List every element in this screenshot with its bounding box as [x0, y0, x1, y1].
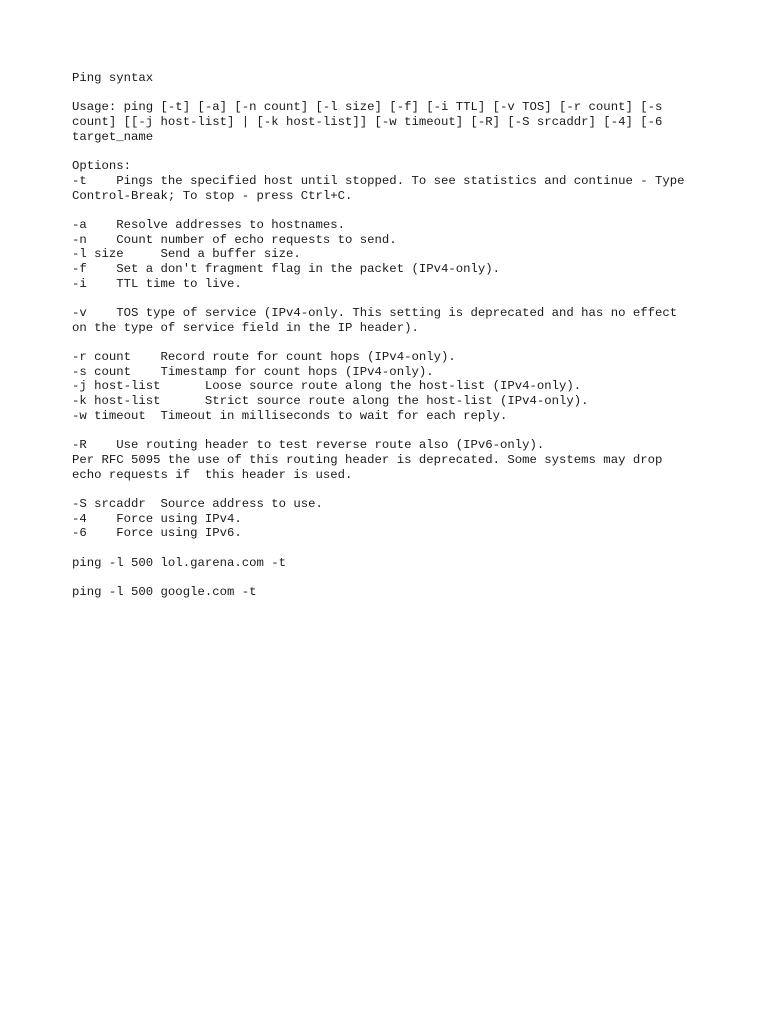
document-title: Ping syntax: [72, 71, 154, 85]
usage-line: target_name: [72, 129, 154, 144]
option-line: -n Count number of echo requests to send.: [72, 232, 397, 247]
option-line: -f Set a don't fragment flag in the packet (IPv4-only).: [72, 261, 501, 276]
example-command: ping -l 500 google.com -t: [72, 585, 257, 600]
option-line: -j host-list Loose source route along the host-list (IPv4-only).: [72, 379, 582, 394]
blank-line: [72, 570, 722, 585]
option-line: -S srcaddr Source address to use.: [72, 496, 323, 511]
option-v-line: on the type of service field in the IP header).: [72, 320, 419, 335]
option-line: -w timeout Timeout in milliseconds to wait for each reply.: [72, 408, 508, 423]
blank-line: [72, 203, 722, 218]
option-line: -l size Send a buffer size.: [72, 247, 301, 262]
blank-line: [72, 541, 722, 556]
option-v-line: -v TOS type of service (IPv4-only. This setting is deprecated and has no effect: [72, 306, 678, 320]
option-line: -i TTL time to live.: [72, 276, 242, 291]
option-R-line: echo requests if this header is used.: [72, 467, 353, 482]
blank-line: [72, 86, 722, 101]
usage-line: count] [[-j host-list] | [-k host-list]] [-w timeout] [-R] [-S srcaddr] [-4] [-6: [72, 115, 663, 130]
blank-line: [72, 482, 722, 497]
blank-line: [72, 335, 722, 350]
option-line: -6 Force using IPv6.: [72, 526, 242, 541]
option-line: -k host-list Strict source route along the host-list (IPv4-only).: [72, 394, 589, 409]
blank-line: [72, 424, 722, 439]
option-line: -a Resolve addresses to hostnames.: [72, 217, 346, 232]
option-line: -s count Timestamp for count hops (IPv4-only).: [72, 364, 434, 379]
option-line: -4 Force using IPv4.: [72, 511, 242, 526]
options-heading: Options:: [72, 159, 132, 174]
blank-line: [72, 144, 722, 159]
blank-line: [72, 291, 722, 306]
option-R-line: Per RFC 5095 the use of this routing header is deprecated. Some systems may drop: [72, 452, 663, 467]
option-R-line: -R Use routing header to test reverse route also (IPv6-only).: [72, 438, 545, 453]
usage-line: Usage: ping [-t] [-a] [-n count] [-l size] [-f] [-i TTL] [-v TOS] [-r count] [-s: [72, 100, 663, 115]
example-command: ping -l 500 lol.garena.com -t: [72, 555, 287, 570]
document-body: [72, 71, 722, 600]
option-line: -r count Record route for count hops (IPv4-only).: [72, 350, 456, 365]
option-t-line: Control-Break; To stop - press Ctrl+C.: [72, 188, 353, 203]
option-t-line: -t Pings the specified host until stopped. To see statistics and continue - Type: [72, 173, 685, 188]
